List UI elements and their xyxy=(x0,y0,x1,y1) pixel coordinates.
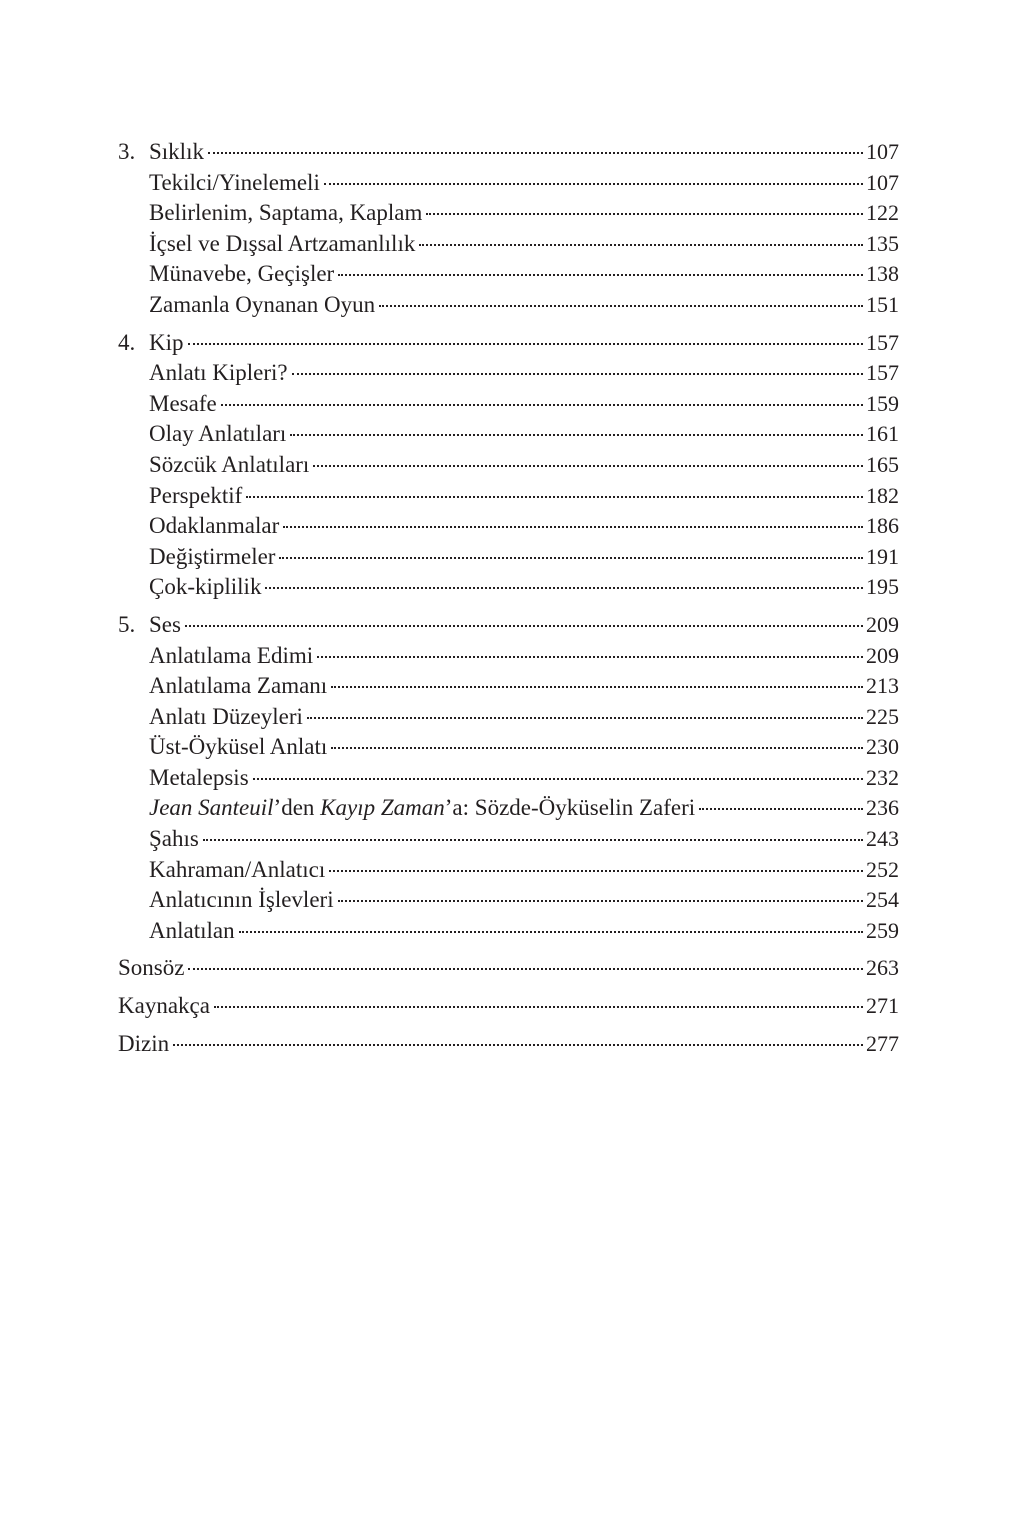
toc-entry-page-number: 225 xyxy=(866,703,899,729)
dot-leader xyxy=(283,526,863,528)
dot-leader xyxy=(307,717,863,719)
toc-entry-number: 3. xyxy=(118,139,136,164)
toc-entry xyxy=(118,732,899,763)
toc-entry-page-number: 236 xyxy=(866,795,899,821)
toc-entry xyxy=(118,916,899,947)
toc-entry-title: Anlatıcının İşlevleri xyxy=(149,887,334,913)
dot-leader xyxy=(185,625,863,627)
toc-entry-number: 5. xyxy=(118,611,136,637)
toc-entry xyxy=(118,793,899,824)
toc-entry-page-number: 230 xyxy=(866,734,899,760)
dot-leader xyxy=(173,1044,863,1046)
toc-entry-title: Kip xyxy=(149,329,184,355)
toc-entry xyxy=(118,763,899,794)
toc-entry xyxy=(118,229,899,260)
toc-entry-title: Sözcük Anlatıları xyxy=(149,451,310,477)
dot-leader xyxy=(331,747,863,749)
dot-leader xyxy=(426,213,863,215)
toc-entry xyxy=(118,168,899,199)
toc-entry-title: Anlatı Düzeyleri xyxy=(149,703,303,729)
toc-entry xyxy=(118,511,899,542)
toc-entry-title-part: Kayıp Zaman xyxy=(320,795,445,821)
toc-entry-page-number: 213 xyxy=(866,673,899,699)
toc-entry-page-number: 107 xyxy=(866,139,899,164)
dot-leader xyxy=(188,343,864,345)
toc-entry-page-number: 107 xyxy=(866,169,899,195)
toc-entry-page-number: 259 xyxy=(866,917,899,943)
dot-leader xyxy=(292,373,863,375)
dot-leader xyxy=(221,404,863,406)
toc-entry-page-number: 159 xyxy=(866,390,899,416)
toc-entry-title: Anlatılan xyxy=(149,917,235,943)
table-of-contents xyxy=(118,137,899,1059)
toc-entry-title-part: ’a: Sözde-Öyküselin Zaferi xyxy=(444,795,696,821)
toc-entry-title: Tekilci/Yinelemeli xyxy=(149,169,320,195)
dot-leader xyxy=(699,808,863,810)
dot-leader xyxy=(290,434,863,436)
toc-entry-title: Sıklık xyxy=(149,139,204,164)
dot-leader xyxy=(246,496,863,498)
toc-entry-title: Anlatılama Edimi xyxy=(149,642,314,668)
toc-entry xyxy=(118,855,899,886)
toc-entry-title-part: Jean Santeuil xyxy=(149,795,274,821)
dot-leader xyxy=(331,686,863,688)
toc-entry xyxy=(118,419,899,450)
toc-entry-title: Olay Anlatıları xyxy=(149,421,287,447)
dot-leader xyxy=(419,244,863,246)
toc-entry xyxy=(118,259,899,290)
toc-entry-page-number: 254 xyxy=(866,887,899,913)
dot-leader xyxy=(239,931,863,933)
toc-entry-title: Sonsöz xyxy=(118,955,185,981)
toc-entry-title-part: ’den xyxy=(273,795,321,821)
toc-entry xyxy=(118,610,899,641)
toc-entry-page-number: 157 xyxy=(866,329,899,355)
toc-entry-page-number: 277 xyxy=(866,1030,899,1056)
dot-leader xyxy=(313,465,863,467)
toc-entry-title xyxy=(149,793,695,824)
toc-entry-page-number: 138 xyxy=(866,261,899,287)
toc-entry-title: Metalepsis xyxy=(149,764,249,790)
toc-entry xyxy=(118,542,899,573)
toc-entry-number: 4. xyxy=(118,329,136,355)
toc-entry-title: Ses xyxy=(149,611,181,637)
toc-entry xyxy=(118,885,899,916)
toc-entry-page-number: 232 xyxy=(866,764,899,790)
toc-entry-title: Kaynakça xyxy=(118,993,210,1019)
dot-leader xyxy=(279,557,863,559)
toc-entry-page-number: 161 xyxy=(866,421,899,447)
toc-entry-page-number: 186 xyxy=(866,513,899,539)
toc-entry-title: Üst-Öyküsel Anlatı xyxy=(149,734,328,760)
toc-entry-page-number: 135 xyxy=(866,230,899,256)
toc-entry-title: Anlatılama Zamanı xyxy=(149,673,328,699)
toc-entry xyxy=(118,328,899,359)
toc-entry-page-number: 165 xyxy=(866,451,899,477)
dot-leader xyxy=(317,656,863,658)
dot-leader xyxy=(338,274,863,276)
toc-entry-title: Perspektif xyxy=(149,482,243,508)
dot-leader xyxy=(253,778,863,780)
toc-entry-page-number: 243 xyxy=(866,826,899,852)
toc-entry xyxy=(118,450,899,481)
toc-entry-page-number: 263 xyxy=(866,955,899,981)
toc-entry-page-number: 157 xyxy=(866,360,899,386)
dot-leader xyxy=(324,183,863,185)
toc-entry xyxy=(118,481,899,512)
toc-entry-page-number: 182 xyxy=(866,482,899,508)
toc-entry xyxy=(118,641,899,672)
toc-entry-title: Mesafe xyxy=(149,390,217,416)
toc-entry-page-number: 151 xyxy=(866,291,899,317)
toc-entry-title: Dizin xyxy=(118,1030,170,1056)
toc-entry-title: Odaklanmalar xyxy=(149,513,280,539)
toc-entry xyxy=(118,953,899,984)
toc-entry xyxy=(118,572,899,603)
toc-entry-title: Münavebe, Geçişler xyxy=(149,261,335,287)
toc-entry-title: Anlatı Kipleri? xyxy=(149,360,288,386)
toc-entry-page-number: 271 xyxy=(866,993,899,1019)
dot-leader xyxy=(329,870,863,872)
toc-entry-page-number: 209 xyxy=(866,642,899,668)
toc-entry-title: Değiştirmeler xyxy=(149,543,276,569)
dot-leader xyxy=(379,305,863,307)
dot-leader xyxy=(203,839,863,841)
toc-entry xyxy=(118,991,899,1022)
toc-entry xyxy=(118,1029,899,1060)
toc-entry xyxy=(118,358,899,389)
dot-leader xyxy=(265,587,863,589)
toc-entry-page-number: 209 xyxy=(866,611,899,637)
toc-entry xyxy=(118,137,899,168)
toc-entry-title: Kahraman/Anlatıcı xyxy=(149,856,326,882)
toc-entry xyxy=(118,824,899,855)
toc-entry xyxy=(118,198,899,229)
toc-entry xyxy=(118,290,899,321)
toc-entry-page-number: 191 xyxy=(866,543,899,569)
toc-entry-title: İçsel ve Dışsal Artzamanlılık xyxy=(149,230,416,256)
toc-entry-title: Zamanla Oynanan Oyun xyxy=(149,291,376,317)
toc-entry xyxy=(118,702,899,733)
toc-entry-title: Çok-kiplilik xyxy=(149,574,262,600)
toc-entry-page-number: 122 xyxy=(866,200,899,226)
toc-entry-title: Belirlenim, Saptama, Kaplam xyxy=(149,200,423,226)
dot-leader xyxy=(188,968,863,970)
toc-entry xyxy=(118,389,899,420)
dot-leader xyxy=(208,152,863,154)
toc-entry-page-number: 195 xyxy=(866,574,899,600)
dot-leader xyxy=(338,900,863,902)
dot-leader xyxy=(214,1006,863,1008)
toc-entry xyxy=(118,671,899,702)
toc-entry-title: Şahıs xyxy=(149,826,199,852)
toc-entry-page-number: 252 xyxy=(866,856,899,882)
